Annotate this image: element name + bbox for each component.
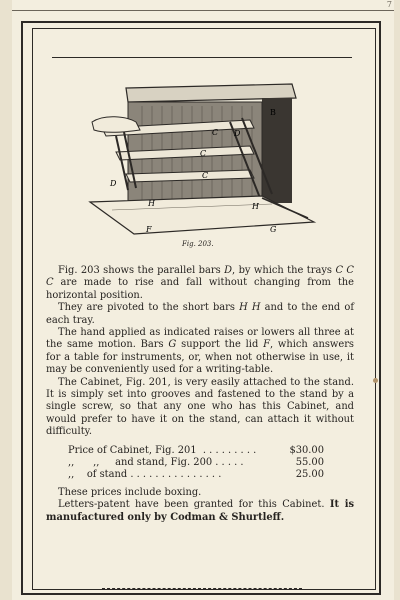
- italic-ref: C C C: [46, 265, 354, 289]
- text-run: They are pivoted to the short bars: [58, 302, 240, 314]
- paragraph: [46, 327, 354, 377]
- bottom-rule: [102, 588, 302, 589]
- boxing-note: These prices include boxing.: [58, 486, 202, 498]
- figure-label: G: [270, 225, 277, 234]
- book-page: [12, 0, 394, 600]
- price-row: [46, 457, 354, 469]
- paragraph: [46, 302, 354, 327]
- price-row: [46, 469, 354, 481]
- figure-label: B: [270, 108, 276, 117]
- price-value: 25.00: [295, 469, 324, 481]
- price-value: $30.00: [289, 444, 324, 456]
- figure-label: D: [234, 129, 241, 138]
- patent-note: [46, 499, 354, 524]
- header-rule: [12, 10, 394, 11]
- figure-label: C: [202, 171, 209, 180]
- text-run: The hand applied as indicated raises or lowers all three at the same motion. Bars: [46, 327, 354, 351]
- price-label: ,, ,, and stand, Fig. 200 . . . . .: [68, 457, 244, 469]
- price-label: ,, of stand . . . . . . . . . . . . . . .: [68, 469, 222, 481]
- price-list: [46, 445, 354, 482]
- patent-note-b: It is manufactured only by Codman & Shurtleff.: [46, 499, 355, 523]
- text-run: The Cabinet, Fig. 201, is very easily attached to the stand. It is simply set into grooves and fastened to the stand by a single screw, so that any one who has this Cabinet, and would prefer to have it on the stand, can attach it without difficulty.: [46, 376, 354, 438]
- patent-note-a: Letters-patent have been granted for this Cabinet.: [58, 499, 325, 511]
- paragraph: [46, 377, 354, 439]
- cabinet-illustration: [82, 70, 322, 248]
- price-row: [46, 445, 354, 457]
- body-text: [46, 265, 354, 524]
- text-run: Fig. 203 shows the parallel bars: [58, 265, 225, 276]
- price-label: Price of Cabinet, Fig. 201 . . . . . . . . .: [68, 444, 257, 456]
- italic-ref: F: [263, 339, 270, 351]
- figure-label: C: [200, 149, 207, 158]
- text-run: are made to rise and fall without changing from the horizontal position.: [46, 277, 354, 301]
- italic-ref: H H: [239, 302, 261, 314]
- figure-label: F: [146, 225, 152, 234]
- italic-ref: D: [224, 265, 232, 276]
- italic-ref: G: [168, 339, 177, 351]
- top-rule: [52, 57, 352, 58]
- text-run: support the lid: [176, 339, 264, 351]
- text-run: , which answers for a table for instruments, or, when not otherwise in use, it may be conveniently used for a writing-table.: [46, 339, 354, 376]
- figure-caption: Fig. 203.: [182, 240, 214, 248]
- price-value: 55.00: [295, 457, 324, 469]
- text-run: , by which the trays: [232, 265, 336, 276]
- paragraph: [46, 265, 354, 302]
- cabinet-side: [262, 98, 292, 203]
- figure-label: C: [212, 128, 219, 137]
- figure-label: H: [252, 202, 259, 211]
- figure-label: D: [110, 179, 117, 188]
- figure-label: H: [148, 199, 155, 208]
- paper-stain: [373, 378, 378, 383]
- page-corner-mark: 7: [386, 0, 392, 9]
- text-run: and to the end of each tray.: [46, 302, 354, 326]
